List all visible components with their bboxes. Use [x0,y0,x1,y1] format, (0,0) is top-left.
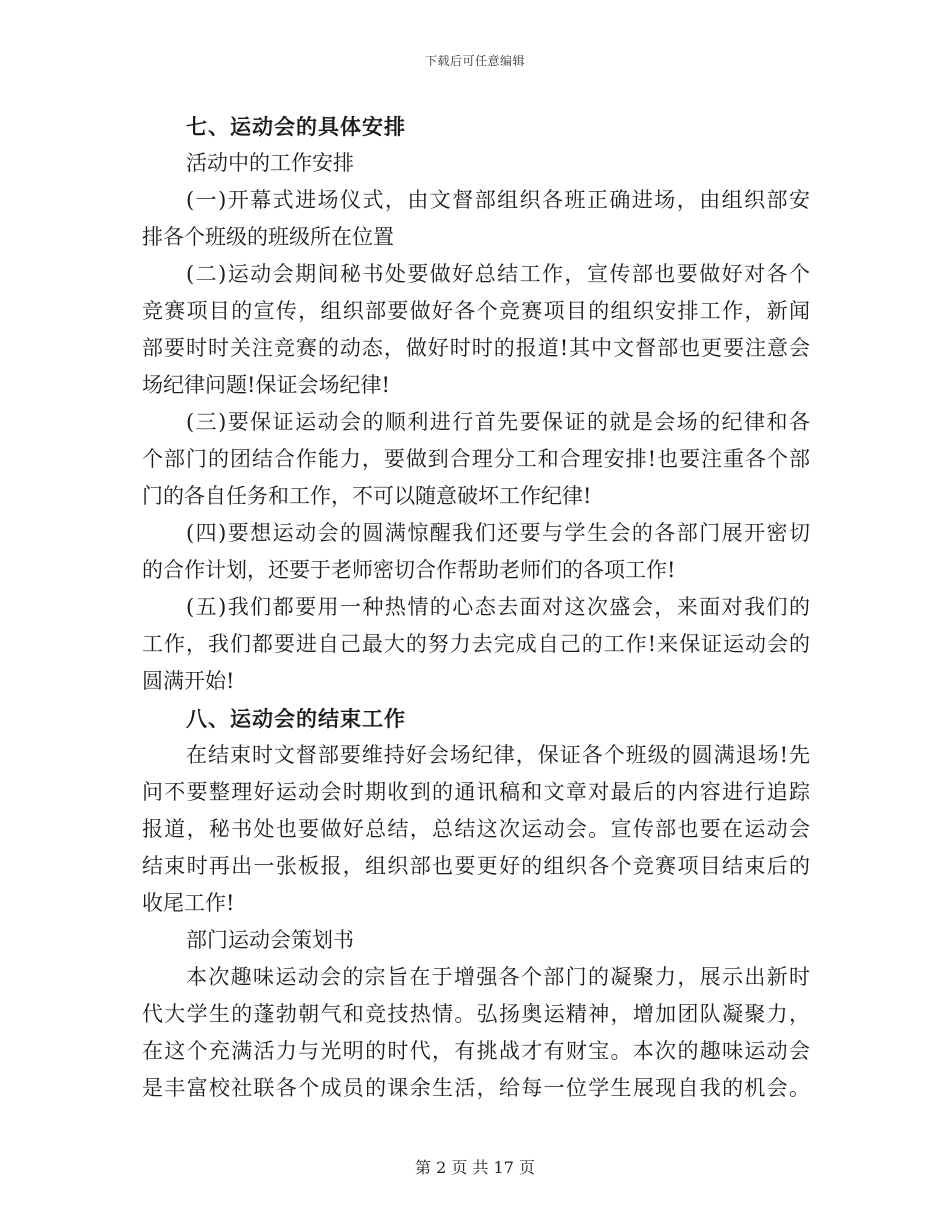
paragraph-line: (一)开幕式进场仪式，由文督部组织各班正确进场，由组织部安 [186,188,810,212]
paragraph-line: 个部门的团结合作能力，要做到合理分工和合理安排!也要注重各个部 [142,447,810,471]
paragraph-line: 的合作计划，还要于老师密切合作帮助老师们的各项工作! [142,558,676,582]
paragraph-line: 是丰富校社联各个成员的课余生活，给每一位学生展现自我的机会。 [142,1076,810,1100]
page-number-footer: 第 2 页 共 17 页 [415,1158,535,1177]
paragraph-line: 问不要整理好运动会时期收到的通讯稿和文章对最后的内容进行追踪 [142,780,810,804]
paragraph-line: 门的各自任务和工作，不可以随意破坏工作纪律! [142,484,592,508]
paragraph-line: 结束时再出一张板报，组织部也要更好的组织各个竞赛项目结束后的 [142,854,810,878]
section-heading-8: 八、运动会的结束工作 [186,706,406,731]
paragraph-line: (二)运动会期间秘书处要做好总结工作，宣传部也要做好对各个 [186,262,810,286]
paragraph-line: 代大学生的蓬勃朝气和竞技热情。弘扬奥运精神，增加团队凝聚力， [142,1002,810,1026]
paragraph-line: 报道，秘书处也要做好总结，总结这次运动会。宣传部也要在运动会 [142,817,810,841]
subheading-work-arrangement: 活动中的工作安排 [186,151,354,175]
paragraph-line: 收尾工作! [142,891,235,915]
subheading-plan-title: 部门运动会策划书 [186,928,354,952]
paragraph-line: 在结束时文督部要维持好会场纪律，保证各个班级的圆满退场!先 [186,743,810,767]
paragraph-line: 场纪律问题!保证会场纪律! [142,373,390,397]
paragraph-line: 排各个班级的班级所在位置 [142,225,394,249]
section-heading-7: 七、运动会的具体安排 [186,114,406,139]
paragraph-line: 圆满开始! [142,669,235,693]
paragraph-line: 竞赛项目的宣传，组织部要做好各个竞赛项目的组织安排工作，新闻 [142,299,810,323]
paragraph-line: (五)我们都要用一种热情的心态去面对这次盛会，来面对我们的 [186,595,810,619]
paragraph-line: 在这个充满活力与光明的时代，有挑战才有财宝。本次的趣味运动会 [142,1039,810,1063]
paragraph-line: 工作，我们都要进自己最大的努力去完成自己的工作!来保证运动会的 [142,632,810,656]
paragraph-line: (三)要保证运动会的顺利进行首先要保证的就是会场的纪律和各 [186,410,810,434]
document-body [142,108,810,1107]
paragraph-line: 本次趣味运动会的宗旨在于增强各个部门的凝聚力，展示出新时 [186,965,810,989]
paragraph-line: (四)要想运动会的圆满惊醒我们还要与学生会的各部门展开密切 [186,521,810,545]
page-header-note: 下载后可任意编辑 [424,54,525,68]
paragraph-line: 部要时时关注竞赛的动态，做好时时的报道!其中文督部也更要注意会 [142,336,810,360]
